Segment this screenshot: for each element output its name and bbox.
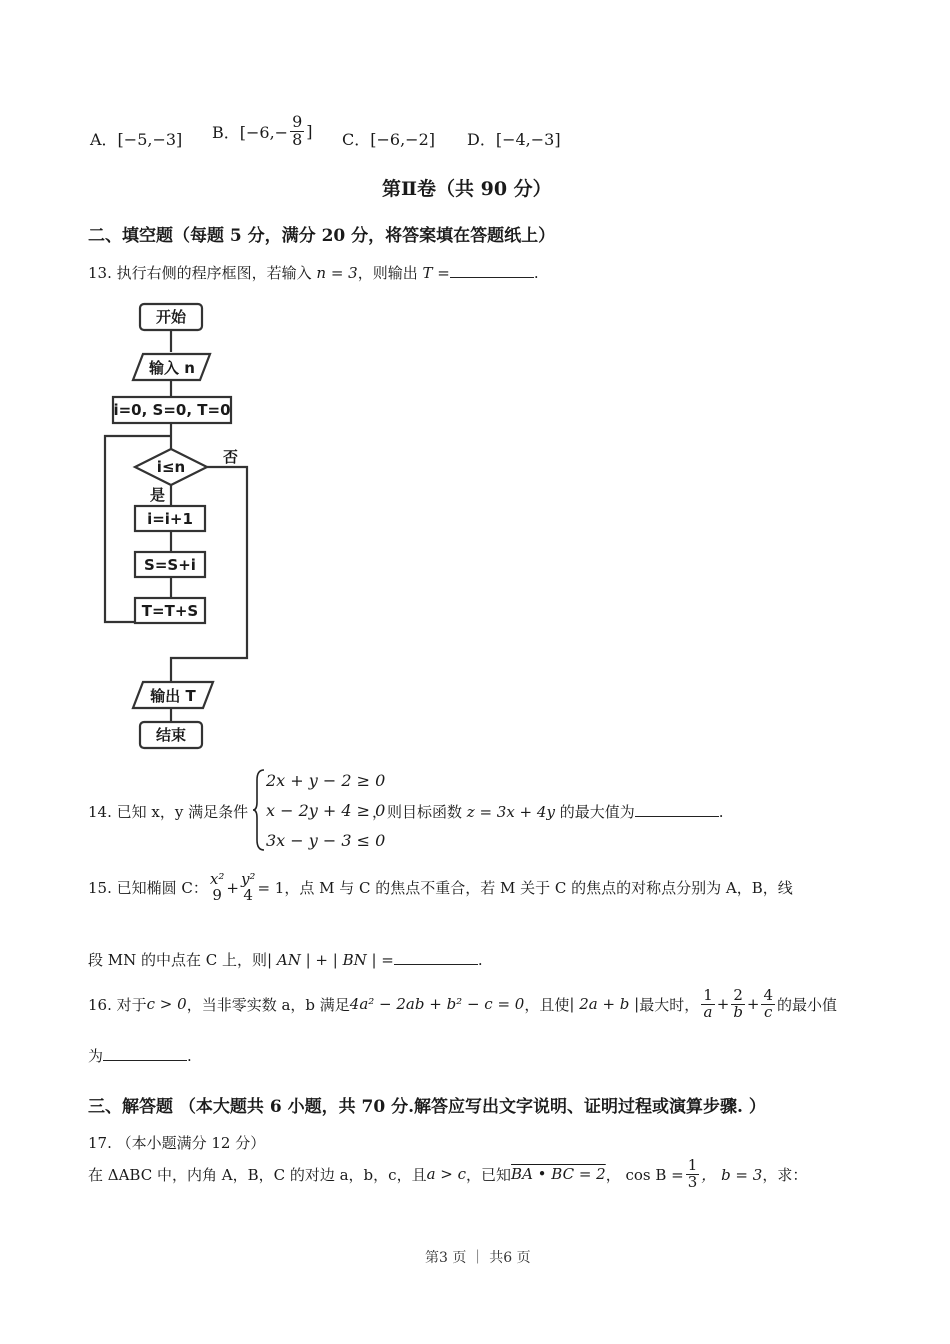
answer-blank[interactable] <box>394 950 478 965</box>
question-17-body: 在 ΔABC 中，内角 A，B，C 的对边 a，b，c，且 a > c ，已知 BA • BC = 2 ， cos B = $\frac{1}{3}$ ， b = 3 ，求： <box>88 1156 808 1191</box>
question-14-prefix: 14. 已知 x，y 满足条件 <box>88 803 249 821</box>
question-16-line-2: 为 . <box>88 1047 192 1065</box>
answer-blank[interactable] <box>103 1046 187 1061</box>
flowchart-step-3-label: T=T+S <box>141 602 199 620</box>
question-17-title: 17. （本小题满分 12 分） <box>88 1134 266 1152</box>
constraint-2: x − 2y + 4 ≥ 0 <box>266 801 386 820</box>
question-15-line-1: 15. 已知椭圆 C： x² 9 + y² 4 = 1 ，点 M 与 C 的焦点不重合，若 M 关于 C 的焦点的对称点分别为 A，B，线 <box>88 870 793 904</box>
answer-blank[interactable] <box>450 263 534 278</box>
question-15-line-2: 段 MN 的中点在 C 上，则| AN | + | BN | = . <box>88 951 483 969</box>
q12-option-c: C．[−6,−2] <box>342 130 435 149</box>
flowchart-input-label: 输入 n <box>149 359 195 377</box>
question-14-constraints <box>266 766 385 856</box>
page-footer: 第3 页 ｜ 共6 页 <box>425 1250 531 1266</box>
q12-option-b: B．[−6,− $\frac{9}{8}$ ] <box>212 112 313 149</box>
flowchart-step-1-label: i=i+1 <box>147 510 193 528</box>
constraint-1: 2x + y − 2 ≥ 0 <box>266 771 386 790</box>
question-13: 13. 执行右侧的程序框图，若输入 n = 3，则输出 T = . <box>88 264 539 282</box>
flowchart-end-label: 结束 <box>155 726 187 744</box>
flowchart-step-2-label: S=S+i <box>144 556 196 574</box>
flowchart-start-label: 开始 <box>155 308 187 326</box>
vector-expression: BA • BC = 2 <box>511 1165 606 1184</box>
q12-option-d: D．[−4,−3] <box>467 130 561 149</box>
fill-in-header: 二、填空题（每题 5 分，满分 20 分，将答案填在答题纸上） <box>88 226 556 246</box>
section-2-title: 第Ⅱ卷（共 90 分） <box>382 178 552 200</box>
question-16-line-1: 16. 对于 c > 0 ，当非零实数 a，b 满足 4a² − 2ab + b² − c = 0 ，且使 | 2a + b | 最大时， $\frac{1}{a}$ + $\frac{2}{b}$ + $\frac{4}{c}$ 的最小值 <box>88 986 838 1021</box>
solve-header: 三、解答题 （本大题共 6 小题，共 70 分.解答应写出文字说明、证明过程或演算步骤. ） <box>88 1097 766 1117</box>
answer-blank[interactable] <box>635 802 719 817</box>
flowchart-no-label: 否 <box>223 448 239 466</box>
flowchart-output-label: 输出 T <box>150 687 196 705</box>
q12-option-a: A．[−5,−3] <box>90 130 183 149</box>
flowchart-init-label: i=0, S=0, T=0 <box>113 401 231 419</box>
flowchart-yes-label: 是 <box>150 486 166 504</box>
flowchart <box>95 296 265 756</box>
question-14-rest: ，则目标函数 z = 3x + 4y 的最大值为 . <box>372 803 724 821</box>
flowchart-condition-label: i≤n <box>156 458 186 476</box>
constraint-3: 3x − y − 3 ≤ 0 <box>266 831 386 850</box>
brace-icon <box>252 768 266 852</box>
